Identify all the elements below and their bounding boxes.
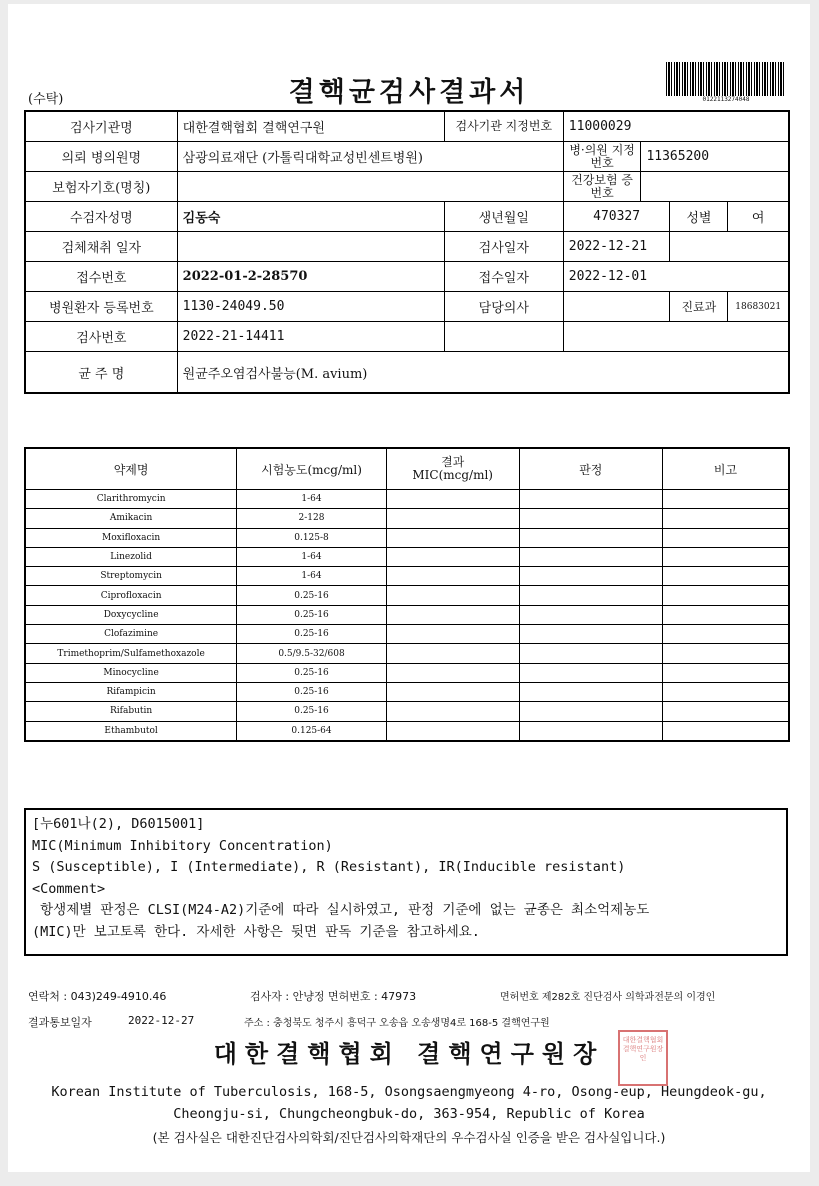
mic-result: [386, 547, 519, 566]
receipt-label: 접수번호: [25, 262, 177, 292]
drug-name: Rifampicin: [25, 682, 237, 701]
note-line-3: S (Susceptible), I (Intermediate), R (Resistant), IR(Inducible resistant): [32, 859, 626, 875]
mic-result: [386, 509, 519, 528]
empty-cell: [444, 322, 563, 352]
note-line-1: [누601나(2), D6015001]: [32, 816, 205, 832]
drug-name: Trimethoprim/Sulfamethoxazole: [25, 644, 237, 663]
remark: [662, 509, 789, 528]
examiner-text: 검사자 : 안냥정 면허번호 : 47973: [250, 990, 417, 1003]
test-no-value: 2022-21-14411: [177, 322, 444, 352]
barcode-icon: [666, 62, 786, 96]
drug-name: Moxifloxacin: [25, 528, 237, 547]
drug-name: Clofazimine: [25, 625, 237, 644]
drug-row: [25, 490, 789, 509]
test-date-label: 검사일자: [444, 232, 563, 262]
reg-value: 1130-24049.50: [177, 292, 444, 322]
test-concentration: 0.25-16: [237, 682, 387, 701]
doctor-value: [563, 292, 670, 322]
drug-row: [25, 682, 789, 701]
contact-text: 연락처 : 043)249-4910.46: [28, 990, 167, 1003]
mic-result: [386, 490, 519, 509]
judgement: [519, 586, 662, 605]
patient-label: 수검자성명: [25, 202, 177, 232]
note-line-5: 항생제별 판정은 CLSI(M24-A2)기준에 따라 실시하였고, 판정 기준에 없는 균종은 최소억제농도: [32, 902, 650, 918]
drug-row: [25, 509, 789, 528]
remark: [662, 721, 789, 741]
drug-row: [25, 567, 789, 586]
drug-row: [25, 605, 789, 624]
drug-name: Linezolid: [25, 547, 237, 566]
test-concentration: 0.25-16: [237, 663, 387, 682]
remark: [662, 663, 789, 682]
dept-value: 18683021: [728, 292, 789, 322]
mic-result: [386, 702, 519, 721]
test-concentration: 0.125-64: [237, 721, 387, 741]
judgement: [519, 528, 662, 547]
test-concentration: 1-64: [237, 567, 387, 586]
birth-value: 470327: [563, 202, 670, 232]
judgement: [519, 625, 662, 644]
mic-result: [386, 663, 519, 682]
drug-header: 약제명: [25, 448, 237, 490]
mic-result: [386, 625, 519, 644]
strain-value: 원균주오염검사불능(M. avium): [177, 352, 789, 394]
test-concentration: 0.25-16: [237, 605, 387, 624]
empty-cell: [563, 322, 789, 352]
drug-name: Doxycycline: [25, 605, 237, 624]
note-line-2: MIC(Minimum Inhibitory Concentration): [32, 837, 333, 854]
drug-row: [25, 586, 789, 605]
institute-name: 대한결핵협회 결핵연구원장: [213, 1039, 605, 1068]
drug-row: [25, 702, 789, 721]
drug-row: [25, 721, 789, 741]
report-page: [8, 4, 810, 1172]
english-address-2: Cheongju-si, Chungcheongbuk-do, 363-954, Republic of Korea: [173, 1106, 645, 1122]
reg-label: 병원환자 등록번호: [25, 292, 177, 322]
drug-name: Clarithromycin: [25, 490, 237, 509]
mic-result: [386, 586, 519, 605]
remark: [662, 605, 789, 624]
drug-row: [25, 625, 789, 644]
health-ins-label: 건강보험 증번호: [563, 172, 641, 202]
judgement: [519, 702, 662, 721]
hospital-value: 삼광의료재단 (가톨릭대학교성빈센트병원): [177, 142, 563, 172]
note-line-4: <Comment>: [32, 880, 106, 897]
drug-name: Amikacin: [25, 509, 237, 528]
judgement: [519, 682, 662, 701]
test-concentration: 1-64: [237, 547, 387, 566]
dept-label: 진료과: [670, 292, 728, 322]
insured-label: 보험자기호(명칭): [25, 172, 177, 202]
report-date: 2022-12-27: [128, 1014, 195, 1027]
test-concentration: 2-128: [237, 509, 387, 528]
agency-label: 검사기관명: [25, 111, 177, 142]
mic-header: 결과 MIC(mcg/ml): [386, 448, 519, 490]
conc-header: 시험농도(mcg/ml): [237, 448, 387, 490]
hospital-no-label: 병·의원 지정번호: [563, 142, 641, 172]
test-concentration: 0.25-16: [237, 625, 387, 644]
mic-result: [386, 605, 519, 624]
judgement: [519, 547, 662, 566]
collect-label: 검체채취 일자: [25, 232, 177, 262]
test-concentration: 0.25-16: [237, 702, 387, 721]
patient-value: 김동숙: [177, 202, 444, 232]
test-concentration: 0.5/9.5-32/608: [237, 644, 387, 663]
remark: [662, 682, 789, 701]
test-date-value: 2022-12-21: [563, 232, 670, 262]
report-date-label: 결과통보일자: [28, 1016, 92, 1029]
judgement: [519, 721, 662, 741]
mic-result: [386, 644, 519, 663]
hospital-no-value: 11365200: [641, 142, 789, 172]
agency-no-value: 11000029: [563, 111, 789, 142]
agency-no-label: 검사기관 지정번호: [444, 111, 563, 142]
license-text: 면허번호 제282호 진단검사 의학과전문의 이경인: [500, 992, 716, 1003]
judgement: [519, 663, 662, 682]
test-concentration: 1-64: [237, 490, 387, 509]
remark: [662, 625, 789, 644]
drug-name: Ciprofloxacin: [25, 586, 237, 605]
info-table: [24, 110, 790, 394]
judgement: [519, 490, 662, 509]
mic-result: [386, 721, 519, 741]
collect-value: [177, 232, 444, 262]
drug-name: Minocycline: [25, 663, 237, 682]
hospital-label: 의뢰 병의원명: [25, 142, 177, 172]
insured-value: [177, 172, 563, 202]
drug-name: Ethambutol: [25, 721, 237, 741]
drug-row: [25, 644, 789, 663]
comment-box: [24, 808, 788, 956]
remark: [662, 547, 789, 566]
official-seal-icon: 대한결핵협회결핵연구원장인: [618, 1030, 668, 1086]
judgement: [519, 605, 662, 624]
certification-text: (본 검사실은 대한진단검사의학회/진단검사의학재단의 우수검사실 인증을 받은 검사실입니다.): [152, 1130, 666, 1145]
remark: [662, 702, 789, 721]
note-line-6: (MIC)만 보고토록 한다. 자세한 사항은 뒷면 판독 기준을 참고하세요.: [32, 923, 480, 940]
test-no-label: 검사번호: [25, 322, 177, 352]
remark: [662, 528, 789, 547]
mic-result: [386, 682, 519, 701]
health-ins-value: [641, 172, 789, 202]
doctor-label: 담당의사: [444, 292, 563, 322]
barcode-number: 0122113274048: [702, 96, 750, 103]
birth-label: 생년월일: [444, 202, 563, 232]
note-header: 비고: [662, 448, 789, 490]
judgement: [519, 644, 662, 663]
drug-row: [25, 663, 789, 682]
receipt-value: 2022-01-2-28570: [177, 262, 444, 292]
receipt-date-value: 2022-12-01: [563, 262, 789, 292]
english-address-1: Korean Institute of Tuberculosis, 168-5, Osongsaengmyeong 4-ro, Osong-eup, Heungdeok-gu,: [51, 1084, 767, 1100]
remark: [662, 567, 789, 586]
judgement: [519, 509, 662, 528]
drug-name: Streptomycin: [25, 567, 237, 586]
remark: [662, 644, 789, 663]
judgement: [519, 567, 662, 586]
empty-cell: [670, 232, 789, 262]
document-title: 결핵균검사결과서: [288, 77, 530, 108]
drug-table: [24, 447, 790, 742]
remark: [662, 586, 789, 605]
test-concentration: 0.125-8: [237, 528, 387, 547]
drug-name: Rifabutin: [25, 702, 237, 721]
mic-result: [386, 567, 519, 586]
address-text: 주소 : 충청북도 청주시 흥덕구 오송읍 오송생명4로 168-5 결핵연구원: [244, 1018, 550, 1029]
judge-header: 판정: [519, 448, 662, 490]
receipt-date-label: 접수일자: [444, 262, 563, 292]
sex-label: 성별: [670, 202, 728, 232]
sex-value: 여: [728, 202, 789, 232]
drug-row: [25, 528, 789, 547]
agency-value: 대한결핵협회 결핵연구원: [177, 111, 444, 142]
consignment-tag: (수탁): [28, 92, 64, 107]
remark: [662, 490, 789, 509]
strain-label: 균 주 명: [25, 352, 177, 394]
test-concentration: 0.25-16: [237, 586, 387, 605]
drug-row: [25, 547, 789, 566]
mic-result: [386, 528, 519, 547]
